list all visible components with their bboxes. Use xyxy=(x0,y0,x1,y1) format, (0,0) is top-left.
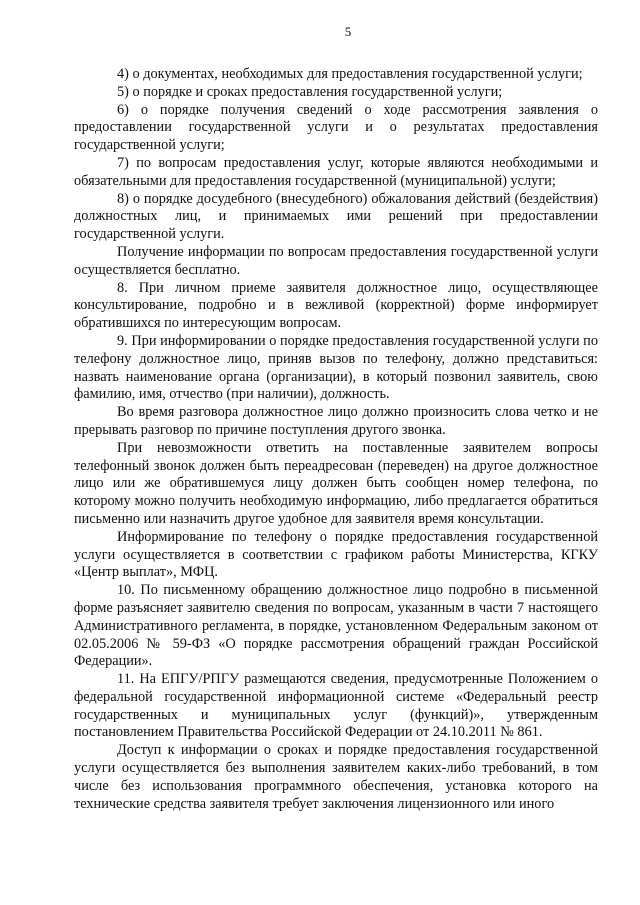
paragraph: 8. При личном приеме заявителя должностное лицо, осуществляющее консультирование, подробно и в вежливой (корректной) форме информирует обратившихся по интересующим вопросам. xyxy=(74,279,598,332)
paragraph: 9. При информировании о порядке предоставления государственной услуги по телефону должностное лицо, приняв вызов по телефону, должно представиться: назвать наименование органа (организации), в который позвонил заявитель, свою фамилию, имя, отчество (при наличии), должность. xyxy=(74,332,598,403)
paragraph: Доступ к информации о сроках и порядке предоставления государственной услуги осуществляется без выполнения заявителем каких-либо требований, в том числе без использования программного обеспечения, установка которого на технические средства заявителя требует заключения лицензионного или иного xyxy=(74,742,598,812)
paragraph: Во время разговора должностное лицо должно произносить слова четко и не прерывать разговор по причине поступления другого звонка. xyxy=(74,404,598,438)
paragraph: Получение информации по вопросам предоставления государственной услуги осуществляется бесплатно. xyxy=(74,243,598,278)
paragraph: 10. По письменному обращению должностное лицо подробно в письменной форме разъясняет заявителю сведения по вопросам, указанным в части 7 настоящего Административного регламента, в порядке, установленном Федеральным законом от 02.05.2006 № 59-ФЗ «О порядке рассмотрения обращений граждан Российской Федерации». xyxy=(74,582,598,670)
paragraph: 7) по вопросам предоставления услуг, которые являются необходимыми и обязательными для предоставления государственной (муниципальной) услуги; xyxy=(74,154,598,189)
page-number: 5 xyxy=(344,24,352,39)
paragraph: 4) о документах, необходимых для предоставления государственной услуги; xyxy=(117,66,583,82)
paragraph: 11. На ЕПГУ/РПГУ размещаются сведения, предусмотренные Положением о федеральной государственной информационной системе «Федеральный реестр государственных и муниципальных услуг (функций)», утвержденным постановлением Правительства Российской Федерации от 24.10.2011 № 861. xyxy=(74,671,598,741)
paragraph: 5) о порядке и сроках предоставления государственной услуги; xyxy=(117,83,503,100)
paragraph: Информирование по телефону о порядке предоставления государственной услуги осуществляется в соответствии с графиком работы Министерства, КГКУ «Центр выплат», МФЦ. xyxy=(74,528,598,581)
paragraph: 8) о порядке досудебного (внесудебного) обжалования действий (бездействия) должностных лиц, и принимаемых ими решений при предоставлении государственной услуги. xyxy=(74,190,598,243)
document-body xyxy=(74,66,598,813)
paragraph: При невозможности ответить на поставленные заявителем вопросы телефонный звонок должен быть переадресован (переведен) на другое должностное лицо или же обратившемуся лицу должен быть сообщен номер телефона, по которому можно получить необходимую информацию, либо предлагается обратиться письменно или назначить другое удобное для заявителя время консультации. xyxy=(74,439,598,527)
paragraph: 6) о порядке получения сведений о ходе рассмотрения заявления о предоставлении государственной услуги и о результатах предоставления государственной услуги; xyxy=(74,101,598,154)
